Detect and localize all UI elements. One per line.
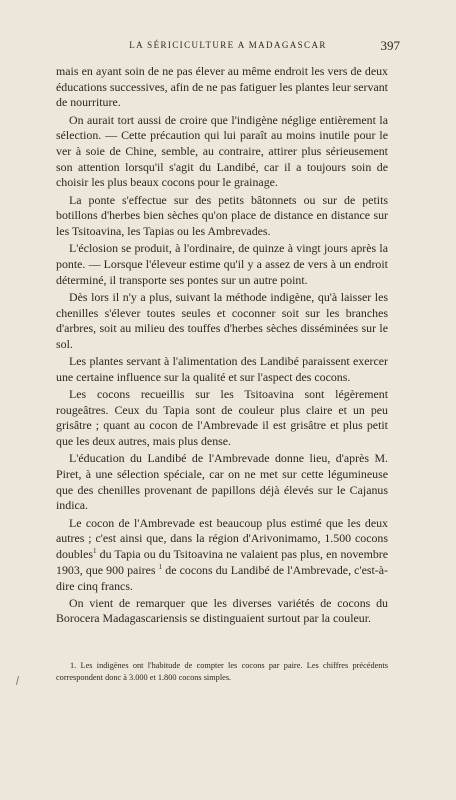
paragraph-text: de cocons du Landibé de l'Ambrevade, c'est-à-dire cinq francs. — [56, 562, 388, 593]
page-number: 397 — [380, 38, 400, 53]
paragraph: On aurait tort aussi de croire que l'indigène néglige entièrement la sélection. — Cette précaution qui lui paraît au moins inutile pour le ver à soie de Chine, semble, au contraire, attirer plus sérieusement son attention lorsqu'il s'agit du Landibé, car il a toujours soin de choisir les plus beaux cocons pour le grainage. — [56, 112, 388, 190]
footnote: 1. Les indigènes ont l'habitude de compter les cocons par paire. Les chiffres précédents correspondent donc à 3.000 et 1.800 cocons simples. — [56, 661, 388, 682]
running-title: LA SÉRICICULTURE A MADAGASCAR — [129, 40, 327, 50]
paragraph: L'éducation du Landibé de l'Ambrevade donne lieu, d'après M. Piret, à une sélection spéciale, car on ne met sur cette légumineuse que des chenilles provenant de papillons déjà élevés sur le Cajanus indica. — [56, 451, 388, 513]
paragraph: Dès lors il n'y a plus, suivant la méthode indigène, qu'à laisser les chenilles s'élever toutes seules et coconner soit sur les branches d'arbres, soit au milieu des touffes d'herbes sèches disséminées sur le sol. — [56, 289, 388, 351]
footnote-ref: 1 — [93, 547, 97, 556]
paragraph: La ponte s'effectue sur des petits bâtonnets ou sur de petits botillons d'herbes bien sèches qu'on place de distance en distance sur les Tsitoavina, les Tapias ou les Ambrevades. — [56, 192, 388, 239]
paragraph-text: du Tapia ou du Tsitoavina ne valaient pas plus, en novembre 1903, que 900 paires — [56, 547, 388, 577]
paragraph: mais en ayant soin de ne pas élever au même endroit les vers de deux éducations successives, afin de ne pas fatiguer les plantes leur servant de nourriture. — [56, 64, 388, 110]
paragraph: Les cocons recueillis sur les Tsitoavina sont légèrement rougeâtres. Ceux du Tapia sont de couleur plus claire et un peu grisâtre ; quant au cocon de l'Ambrevade il est grisâtre et plus petit que les deux autres, mais plus dense. — [56, 387, 388, 449]
paragraph: On vient de remarquer que les diverses variétés de cocons du Borocera Madagascariensis se distinguaient surtout par la couleur. — [56, 595, 388, 626]
paragraph: Les plantes servant à l'alimentation des Landibé paraissent exercer une certaine influence sur la qualité et sur l'aspect des cocons. — [56, 354, 388, 384]
body-text — [56, 64, 388, 629]
page-header — [0, 38, 456, 54]
paragraph-with-footnote-refs — [56, 516, 388, 595]
margin-pencil-mark — [16, 676, 19, 685]
footnote-ref: 1 — [158, 562, 163, 571]
paragraph-text: Le cocon de l'Ambrevade est beaucoup plus estimé que les deux autres ; c'est ainsi que, dans la région d'Arivonimamo, 1.500 cocons doubles — [56, 515, 388, 562]
paragraph: L'éclosion se produit, à l'ordinaire, de quinze à vingt jours après la ponte. — Lorsque l'éleveur estime qu'il y a assez de vers à un endroit déterminé, il transporte ses pontes sur un autre point. — [56, 241, 388, 287]
